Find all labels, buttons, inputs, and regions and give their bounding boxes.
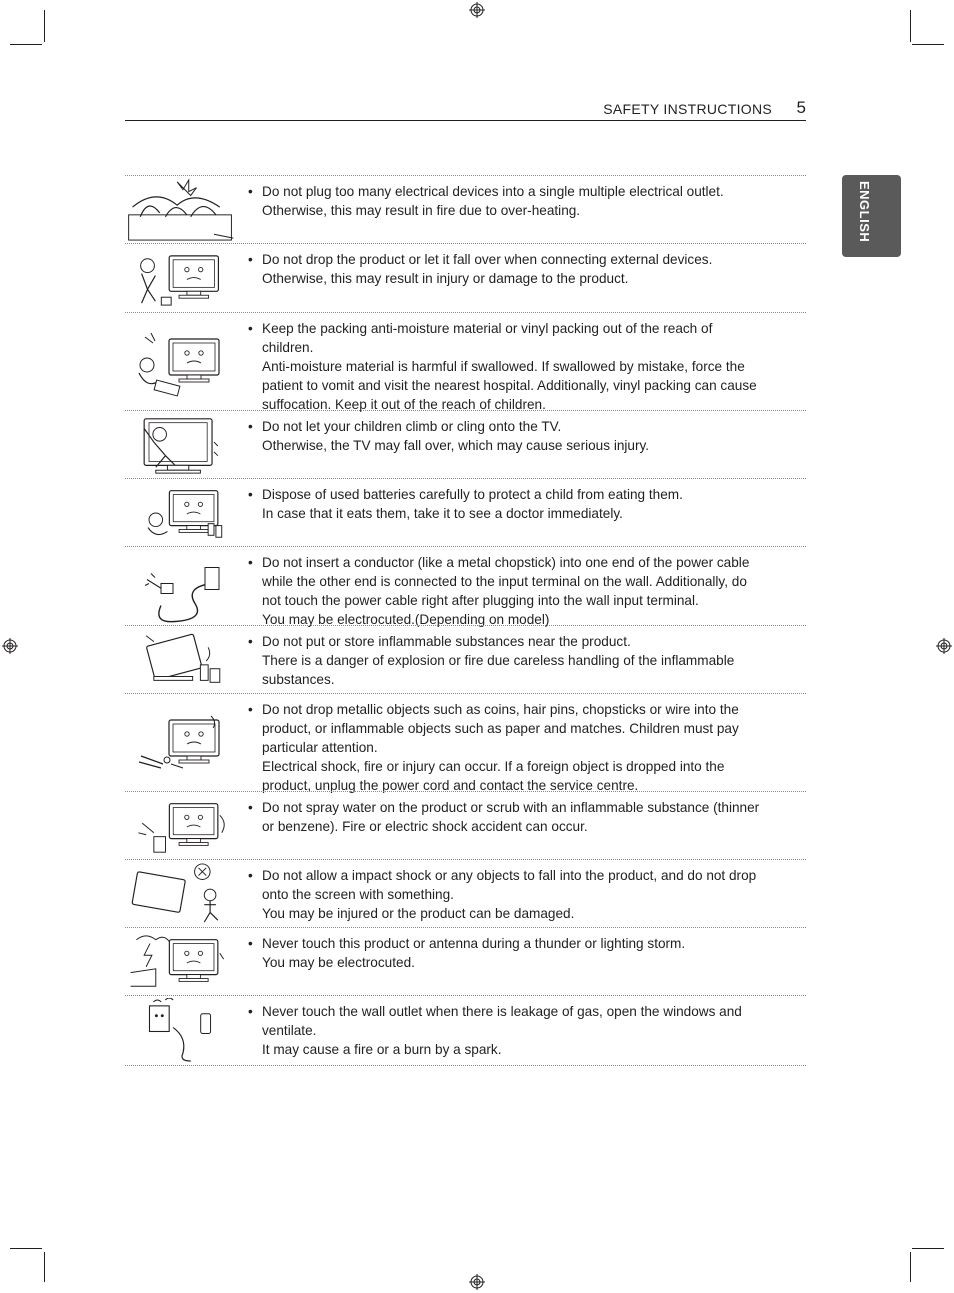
- page-number: 5: [796, 98, 806, 117]
- inflammable-substances-icon: [125, 628, 237, 692]
- instruction-line: particular attention.: [262, 740, 378, 755]
- instruction-row: [125, 478, 806, 547]
- instruction-text: [248, 553, 798, 629]
- instruction-text: [248, 934, 798, 972]
- child-batteries-icon: [125, 481, 237, 545]
- instruction-line: You may be electrocuted.(Depending on model): [262, 612, 550, 627]
- instruction-line: not touch the power cable right after plugging into the wall input terminal.: [262, 593, 699, 608]
- instruction-line: Otherwise, this may result in fire due to over-heating.: [262, 203, 581, 218]
- bullet: •: [248, 702, 253, 717]
- language-tab: [842, 175, 901, 257]
- instruction-line: product, or inflammable objects such as paper and matches. Children must pay: [262, 721, 739, 736]
- instruction-line: onto the screen with something.: [262, 887, 454, 902]
- bullet: •: [248, 800, 253, 815]
- bullet: •: [248, 936, 253, 951]
- instruction-text: [248, 866, 798, 923]
- instruction-row: [125, 927, 806, 996]
- instruction-line: Do not spray water on the product or scrub with an inflammable substance (thinner: [262, 800, 760, 815]
- instruction-line: Never touch the wall outlet when there is leakage of gas, open the windows and: [262, 1004, 742, 1019]
- instruction-text: [248, 700, 798, 795]
- instruction-row: [125, 693, 806, 792]
- instruction-line: Otherwise, this may result in injury or damage to the product.: [262, 271, 629, 286]
- instruction-line: Do not allow a impact shock or any objects to fall into the product, and do not drop: [262, 868, 757, 883]
- language-tab-label: ENGLISH: [857, 181, 872, 243]
- instruction-text: [248, 417, 798, 455]
- crop-mark: [44, 1252, 45, 1282]
- bullet: •: [248, 184, 253, 199]
- instruction-line: Do not put or store inflammable substances near the product.: [262, 634, 631, 649]
- registration-mark-icon: [2, 638, 18, 654]
- instruction-row: [125, 546, 806, 626]
- registration-mark-icon: [469, 1274, 485, 1290]
- instruction-row: [125, 859, 806, 928]
- instruction-row: [125, 175, 806, 244]
- instruction-line: suffocation. Keep it out of the reach of children.: [262, 397, 546, 412]
- instruction-line: Do not drop metallic objects such as coins, hair pins, chopsticks or wire into the: [262, 702, 739, 717]
- crop-mark: [10, 44, 42, 45]
- bullet: •: [248, 1004, 253, 1019]
- instruction-line: substances.: [262, 672, 335, 687]
- bullet: •: [248, 868, 253, 883]
- instruction-line: while the other end is connected to the input terminal on the wall. Additionally, do: [262, 574, 747, 589]
- instruction-line: Electrical shock, fire or injury can occur. If a foreign object is dropped into the: [262, 759, 725, 774]
- instruction-line: In case that it eats them, take it to see a doctor immediately.: [262, 506, 623, 521]
- instruction-line: Otherwise, the TV may fall over, which may cause serious injury.: [262, 438, 650, 453]
- instruction-line: Do not insert a conductor (like a metal chopstick) into one end of the power cable: [262, 555, 750, 570]
- instruction-text: [248, 485, 798, 523]
- metallic-objects-icon: [125, 696, 237, 790]
- instruction-line: You may be electrocuted.: [262, 955, 415, 970]
- instruction-line: patient to vomit and visit the nearest hospital. Additionally, vinyl packing can cause: [262, 378, 757, 393]
- registration-mark-icon: [469, 2, 485, 18]
- instruction-line: Do not let your children climb or cling onto the TV.: [262, 419, 562, 434]
- crop-mark: [10, 1248, 42, 1249]
- instruction-text: [248, 182, 798, 220]
- instruction-line: product, unplug the power cord and contact the service centre.: [262, 778, 639, 793]
- bullet: •: [248, 555, 253, 570]
- instruction-row: [125, 312, 806, 411]
- instruction-row: [125, 243, 806, 313]
- instruction-row: [125, 625, 806, 694]
- bullet: •: [248, 419, 253, 434]
- crop-mark: [912, 1248, 944, 1249]
- instruction-line: ventilate.: [262, 1023, 317, 1038]
- instruction-line: children.: [262, 340, 314, 355]
- spray-water-icon: [125, 794, 237, 858]
- instruction-text: [248, 1002, 798, 1059]
- crop-mark: [910, 10, 911, 42]
- instruction-line: or benzene). Fire or electric shock accident can occur.: [262, 819, 588, 834]
- instruction-row: [125, 995, 806, 1066]
- section-title: SAFETY INSTRUCTIONS: [603, 101, 772, 117]
- instruction-line: Do not plug too many electrical devices into a single multiple electrical outlet.: [262, 184, 724, 199]
- power-cable-icon: [125, 549, 237, 624]
- page-header: [125, 96, 806, 121]
- gas-leak-outlet-icon: [125, 998, 237, 1063]
- instruction-text: [248, 798, 798, 836]
- child-packing-icon: [125, 315, 237, 409]
- registration-mark-icon: [936, 638, 952, 654]
- crop-mark: [912, 44, 944, 45]
- instruction-row: [125, 791, 806, 860]
- instruction-text: [248, 250, 798, 288]
- instruction-line: Keep the packing anti-moisture material or vinyl packing out of the reach of: [262, 321, 713, 336]
- instruction-line: Dispose of used batteries carefully to protect a child from eating them.: [262, 487, 683, 502]
- instruction-line: Never touch this product or antenna during a thunder or lighting storm.: [262, 936, 686, 951]
- bullet: •: [248, 252, 253, 267]
- impact-shock-icon: [125, 862, 237, 926]
- bullet: •: [248, 634, 253, 649]
- overloaded-outlet-icon: [125, 178, 237, 242]
- instruction-line: You may be injured or the product can be damaged.: [262, 906, 575, 921]
- instruction-line: There is a danger of explosion or fire due careless handling of the inflammable: [262, 653, 735, 668]
- child-climbing-tv-icon: [125, 413, 237, 477]
- instruction-text: [248, 319, 798, 414]
- instruction-line: Anti-moisture material is harmful if swallowed. If swallowed by mistake, force the: [262, 359, 745, 374]
- bullet: •: [248, 321, 253, 336]
- instruction-text: [248, 632, 798, 689]
- falling-tv-icon: [125, 246, 237, 311]
- instruction-line: It may cause a fire or a burn by a spark.: [262, 1042, 502, 1057]
- instruction-row: [125, 410, 806, 479]
- crop-mark: [910, 1252, 911, 1282]
- instruction-line: Do not drop the product or let it fall over when connecting external devices.: [262, 252, 713, 267]
- bullet: •: [248, 487, 253, 502]
- crop-mark: [44, 10, 45, 42]
- thunderstorm-icon: [125, 930, 237, 994]
